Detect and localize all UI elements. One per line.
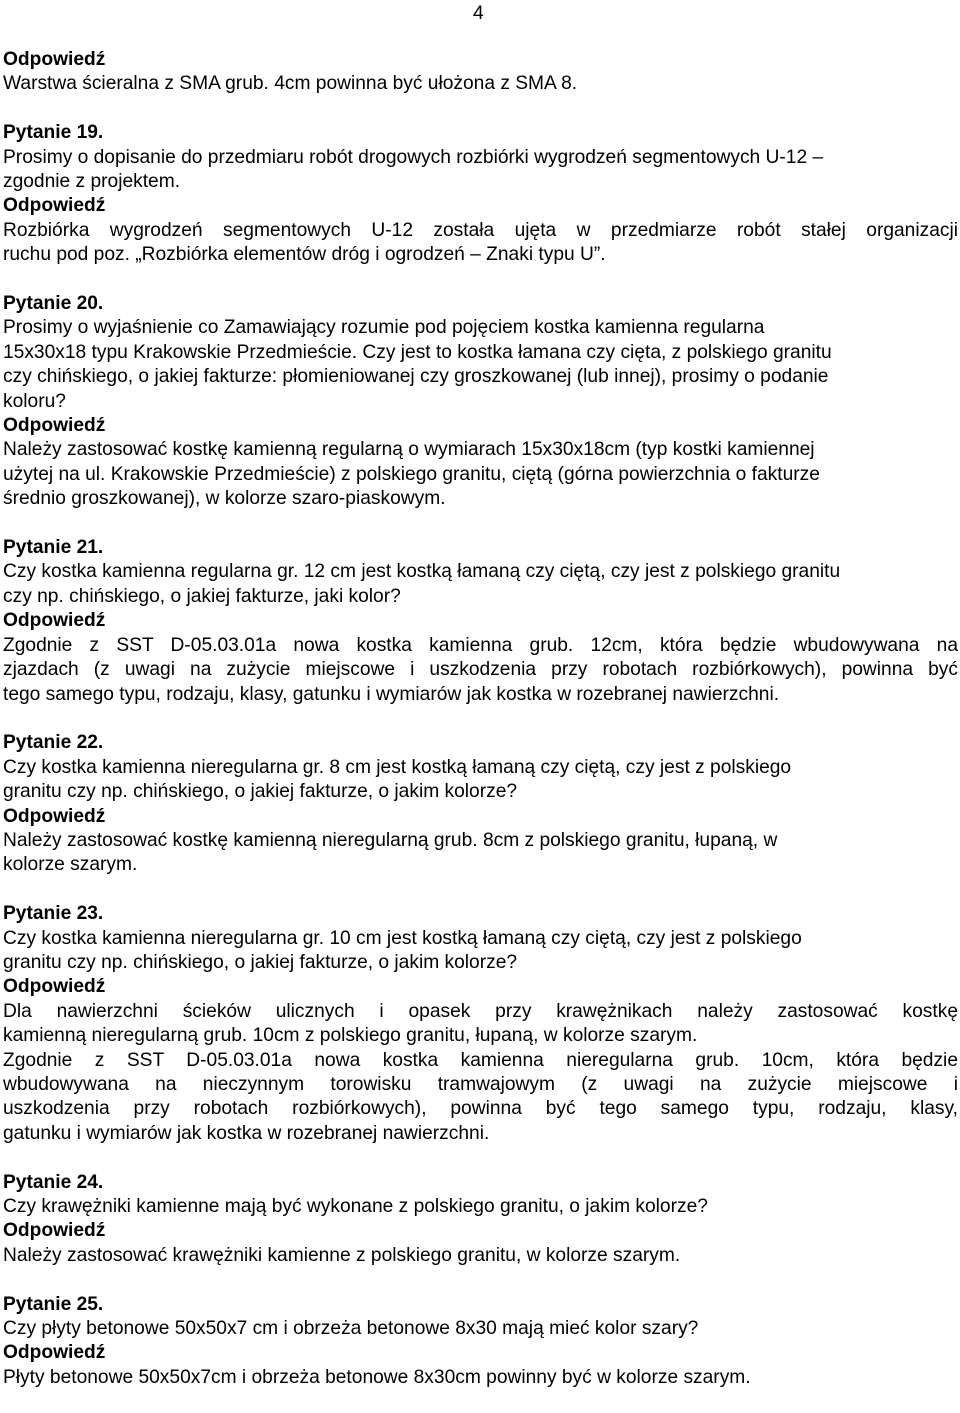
text-line: Czy płyty betonowe 50x50x7 cm i obrzeża betonowe 8x30 mają mieć kolor szary?: [3, 1318, 699, 1340]
text-line: kamienną nieregularną grub. 10cm z polskiego granitu, łupaną, w kolorze szarym.: [3, 1025, 698, 1047]
text-line: Należy zastosować krawężniki kamienne z polskiego granitu, w kolorze szarym.: [3, 1244, 681, 1266]
text-line: kolorze szarym.: [3, 854, 138, 876]
text-line: uszkodzenia przy robotach rozbiórkowych), powinna być tego samego typu, rodzaju, klasy,: [3, 1098, 958, 1120]
answer-heading: Odpowiedź: [3, 1342, 106, 1364]
paragraph-spacer: [3, 97, 958, 121]
text-line: Warstwa ścieralna z SMA grub. 4cm powinna być ułożona z SMA 8.: [3, 73, 578, 95]
paragraph-spacer: [3, 1146, 958, 1170]
text-line: Czy kostka kamienna nieregularna gr. 8 cm jest kostką łamaną czy ciętą, czy jest z polskiego: [3, 756, 792, 778]
answer-heading: Odpowiedź: [3, 610, 106, 632]
paragraph-spacer: [3, 268, 958, 292]
text-line: średnio groszkowanej), w kolorze szaro-piaskowym.: [3, 488, 446, 510]
question-heading: Pytanie 20.: [3, 293, 104, 315]
text-line: Należy zastosować kostkę kamienną nieregularną grub. 8cm z polskiego granitu, łupaną, w: [3, 829, 778, 851]
answer-heading: Odpowiedź: [3, 976, 106, 998]
text-line: zgodnie z projektem.: [3, 171, 181, 193]
text-line: Dla nawierzchni ścieków ulicznych i opasek przy krawężnikach należy zastosować kostkę: [3, 1000, 958, 1022]
text-line: Należy zastosować kostkę kamienną regularną o wymiarach 15x30x18cm (typ kostki kamiennej: [3, 439, 815, 461]
paragraph-spacer: [3, 512, 958, 536]
document-body: [3, 48, 958, 1390]
text-line: zjazdach (z uwagi na zużycie miejscowe i uszkodzenia przy robotach rozbiórkowych), powinna być: [3, 659, 958, 681]
answer-heading: Odpowiedź: [3, 1220, 106, 1242]
text-line: Czy krawężniki kamienne mają być wykonane z polskiego granitu, o jakim kolorze?: [3, 1196, 708, 1217]
text-line: czy np. chińskiego, o jakiej fakturze, jaki kolor?: [3, 585, 401, 607]
question-heading: Pytanie 24.: [3, 1171, 104, 1193]
answer-heading: Odpowiedź: [3, 49, 106, 70]
paragraph-spacer: [3, 878, 958, 902]
text-line: koloru?: [3, 390, 66, 412]
answer-heading: Odpowiedź: [3, 415, 106, 437]
text-line: czy chińskiego, o jakiej fakturze: płomieniowanej czy groszkowanej (lub innej), prosimy o podanie: [3, 366, 829, 388]
text-line: ruchu pod poz. „Rozbiórka elementów dróg i ogrodzeń – Znaki typu U”.: [3, 244, 606, 266]
text-line: użytej na ul. Krakowskie Przedmieście) z polskiego granitu, ciętą (górna powierzchnia o fakturze: [3, 463, 820, 485]
question-heading: Pytanie 23.: [3, 903, 104, 925]
text-line: Czy kostka kamienna nieregularna gr. 10 cm jest kostką łamaną czy ciętą, czy jest z polskiego: [3, 927, 802, 949]
page-number: 4: [473, 3, 484, 24]
text-line: wbudowywana na nieczynnym torowisku tramwajowym (z uwagi na zużycie miejscowe i: [3, 1073, 958, 1095]
paragraph-spacer: [3, 1268, 958, 1292]
text-line: Czy kostka kamienna regularna gr. 12 cm jest kostką łamaną czy ciętą, czy jest z polskiego granitu: [3, 561, 841, 583]
text-line: gatunku i wymiarów jak kostka w rozebranej nawierzchni.: [3, 1122, 490, 1144]
question-heading: Pytanie 22.: [3, 732, 104, 754]
text-line: 15x30x18 typu Krakowskie Przedmieście. Czy jest to kostka łamana czy cięta, z polskiego granitu: [3, 341, 832, 363]
text-line: Prosimy o dopisanie do przedmiaru robót drogowych rozbiórki wygrodzeń segmentowych U-12 –: [3, 146, 824, 168]
answer-heading: Odpowiedź: [3, 195, 106, 217]
text-line: Zgodnie z SST D-05.03.01a nowa kostka kamienna grub. 12cm, która będzie wbudowywana na: [3, 634, 958, 656]
text-line: Zgodnie z SST D-05.03.01a nowa kostka kamienna nieregularna grub. 10cm, która będzie: [3, 1049, 958, 1071]
answer-heading: Odpowiedź: [3, 805, 106, 827]
text-line: Płyty betonowe 50x50x7cm i obrzeża betonowe 8x30cm powinny być w kolorze szarym.: [3, 1366, 751, 1388]
question-heading: Pytanie 19.: [3, 122, 104, 144]
text-line: tego samego typu, rodzaju, klasy, gatunku i wymiarów jak kostka w rozebranej nawierzchni.: [3, 683, 780, 705]
paragraph-spacer: [3, 707, 958, 731]
text-line: Prosimy o wyjaśnienie co Zamawiający rozumie pod pojęciem kostka kamienna regularna: [3, 317, 765, 339]
question-heading: Pytanie 21.: [3, 537, 104, 559]
text-line: granitu czy np. chińskiego, o jakiej fakturze, o jakim kolorze?: [3, 951, 518, 973]
text-line: Rozbiórka wygrodzeń segmentowych U-12 została ujęta w przedmiarze robót stałej organizacji: [3, 219, 958, 241]
text-line: granitu czy np. chińskiego, o jakiej fakturze, o jakim kolorze?: [3, 781, 518, 803]
question-heading: Pytanie 25.: [3, 1293, 104, 1315]
